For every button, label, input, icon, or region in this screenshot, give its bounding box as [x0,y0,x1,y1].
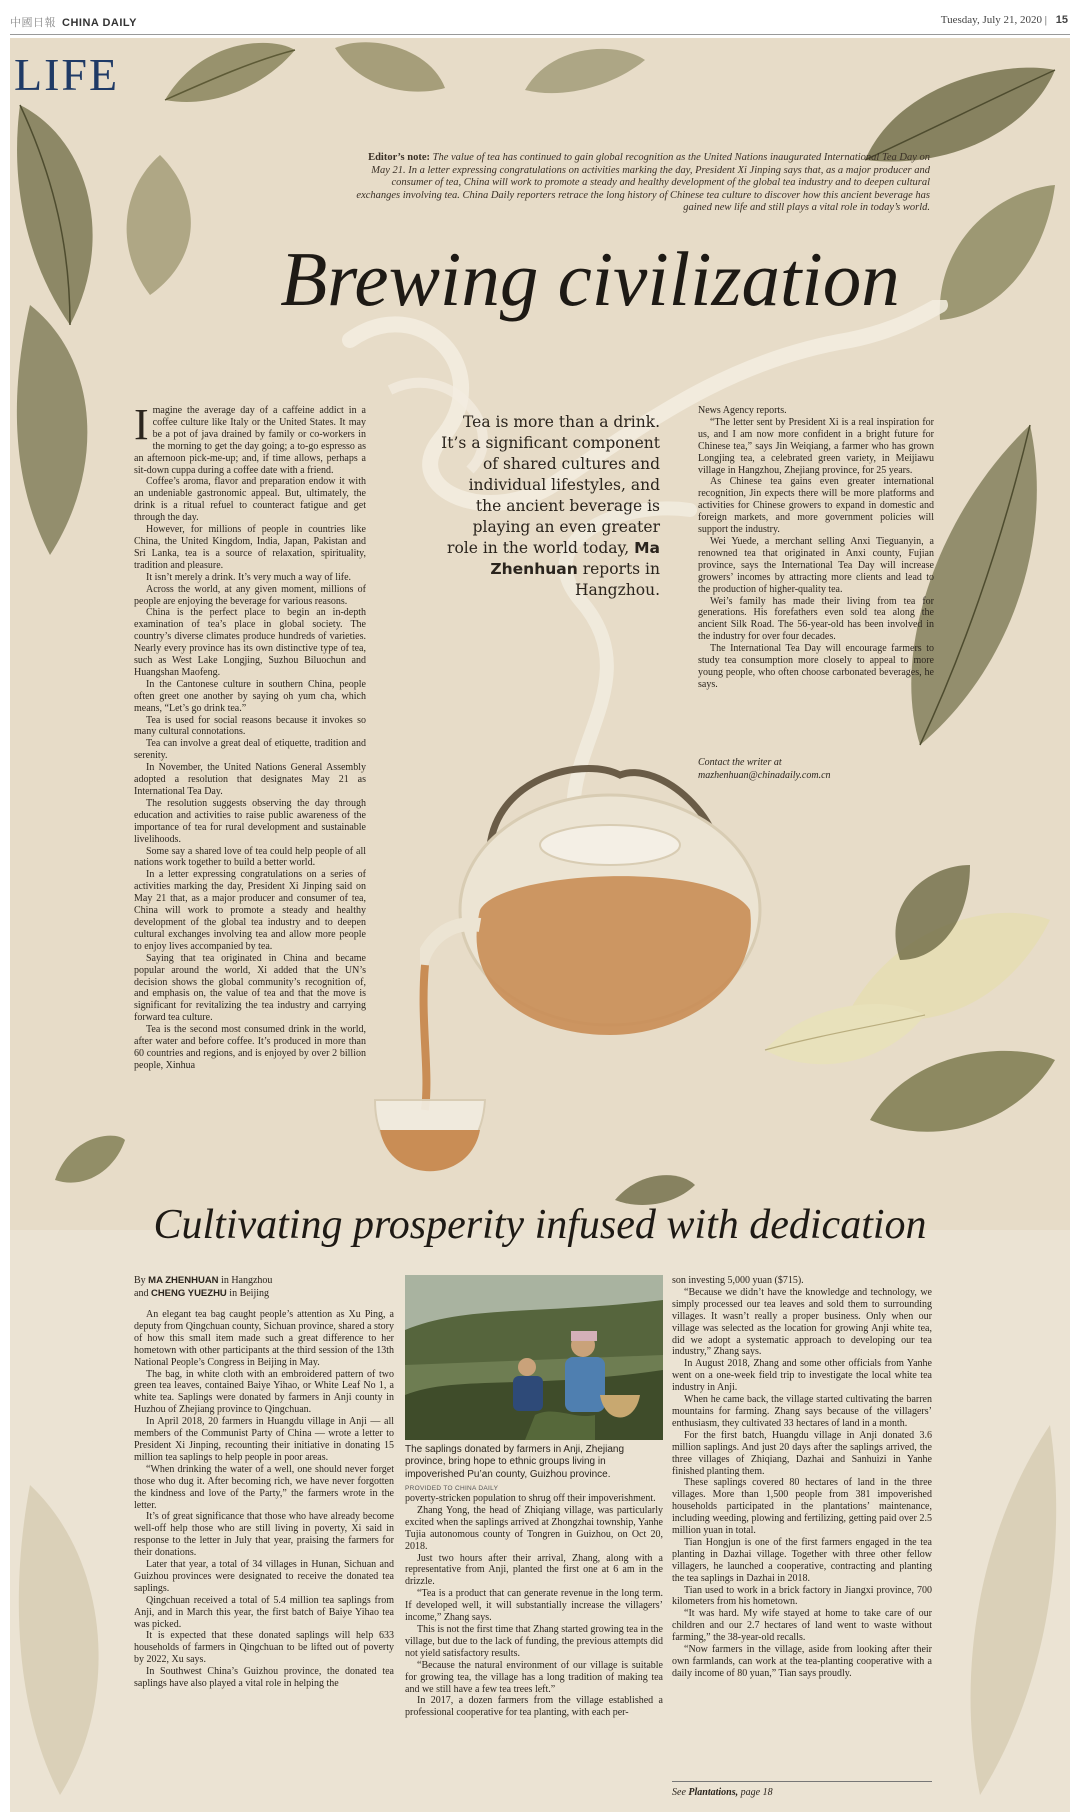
byline: By MA ZHENHUAN in Hangzhou and CHENG YUEZHU in Beijing [134,1275,273,1299]
jump-rule [672,1781,932,1782]
dateline: Tuesday, July 21, 2020 | 15 [940,14,1068,26]
article2-paragraph: “Because the natural environment of our village is suitable for growing tea, the village has a long tradition of making tea and we still have a few tea trees left.” [405,1659,663,1695]
secondary-headline: Cultivating prosperity infused with dedication [153,1202,927,1248]
article1-paragraph: In the Cantonese culture in southern China, people often greet one another by saying oh yum cha, which means, “Let’s go drink tea.” [134,678,366,714]
article1-paragraph: The International Tea Day will encourage farmers to study tea consumption more closely to appeal to more young people, who often choose carbonated beverages, he says. [698,643,934,690]
article2-paragraph: “When drinking the water of a well, one should never forget those who dug it. After becoming rich, we have never forgotten the kindness and love of the Party,” the farmers wrote in the letter. [134,1463,394,1511]
tea-farmers-photo [405,1275,663,1440]
article2-paragraph: It’s of great significance that those who have already become well-off help those who are still living in poverty, Xi said in response to the letter in July that year, praising the farmers for their donations. [134,1511,394,1559]
tea-leaf-icon [330,38,450,98]
article2-paragraph: Tian Hongjun is one of the first farmers engaged in the tea planting in Dazhai village. Together with three other fellow villagers, he launched a cooperative, contracting and planting the tea saplings in Dazhai in 2018. [672,1536,932,1584]
pull-quote-tail: reports in Hangzhou. [574,560,660,599]
article1-paragraph: Coffee’s aroma, flavor and preparation endow it with an undeniable gastronomic appeal. But, ultimately, the drink is a ritual refuel to counteract fatigue and get through the day. [134,476,366,524]
article1-paragraph: News Agency reports. [698,405,787,416]
contact-writer [698,756,948,782]
article2-paragraph: It is expected that these donated saplings will help 633 households of farmers in Qingchuan to be lifted out of poverty by 2022, Xu says. [134,1630,394,1666]
article2-column-3 [672,1275,932,1680]
masthead-name: CHINA DAILY [62,17,137,29]
tea-leaf-icon [950,1420,1070,1800]
article2-column-1 [134,1309,394,1690]
article2-paragraph: Just two hours after their arrival, Zhang, along with a representative from Anji, planted the first one at 6 am in the drizzle. [405,1552,663,1588]
article1-paragraph: The resolution suggests observing the day through education and activities to raise public awareness of the importance of tea for rural development and sustainable livelihoods. [134,797,366,845]
article1-paragraph: Saying that tea originated in China and became popular around the world, Xi added that the UN’s decision shows the global community’s recognition of, and emphasis on, the value of tea and that the move is significant for revitalizing the tea industry and carrying forward tea culture. [134,952,366,1024]
article1-paragraph: Tea is the second most consumed drink in the world, after water and before coffee. It’s produced in more than 60 countries and regions, and is enjoyed by over 2 billion people, Xinhua [134,1024,366,1071]
tea-leaf-icon [10,100,120,330]
article1-paragraph: Some say a shared love of tea could help people of all nations work together to build a better world. [134,845,366,869]
article2-paragraph: This is not the first time that Zhang started growing tea in the village, but due to the lack of funding, the previous attempts did not yield satisfactory results. [405,1623,663,1659]
article1-paragraph: It isn’t merely a drink. It’s very much a way of life. [146,571,352,583]
pull-quote-author: Ma Zhenhuan [490,539,660,578]
article2-paragraph: When he came back, the village started cultivating the barren mountains for farming. Zhang says because of the villagers’ enthusiasm, they cultivated 33 hectares of land in a month. [672,1394,932,1429]
article1-paragraph: Wei Yuede, a merchant selling Anxi Tieguanyin, a renowned tea that originated in Anxi county, Fujian province, says the International Tea Day will increase growers’ incomes by attracting more clients and lead to the production of higher-quality tea. [698,535,934,595]
tea-stream-illustration [370,960,500,1200]
author-name: MA ZHENHUAN [148,1275,219,1286]
article1-paragraph: In November, the United Nations General Assembly adopted a resolution that designates May 21 as International Tea Day. [134,762,366,797]
masthead [10,14,137,30]
tea-leaf-icon [520,40,650,100]
photo-caption: The saplings donated by farmers in Anji, Zhejiang province, bring hope to ethnic groups living in impoverished Pu’an county, Guizhou province. [405,1444,625,1480]
article2-paragraph: “It was hard. My wife stayed at home to take care of our children and our 2.7 hectares of land went to waste without farming,” the 38-year-old recalls. [672,1608,932,1644]
masthead-chinese: 中國日報 [10,17,56,29]
article2-paragraph: These saplings covered 80 hectares of land in the three villages. More than 1,500 people from 381 impoverished households participated in the plantations’ maintenance, including weeding, plowing and fertilizing, getting paid over 2.5 million yuan in total. [672,1477,932,1537]
article2-paragraph: Later that year, a total of 34 villages in Hunan, Sichuan and Guizhou provinces were designated to receive the donated tea saplings. [134,1559,394,1594]
editors-note-label: Editor’s note: [368,152,431,163]
article1-paragraph: “The letter sent by President Xi is a real inspiration for us, and I am now more confident in a bright future for Chinese tea,” says Jin Weiqiang, a farmer who has grown Longjing tea, a celebrated green variety, in Meijiawu village in Hangzhou, Zhejiang province, for 25 years. [698,416,934,476]
article2-paragraph: “Now farmers in the village, aside from looking after their own farmlands, can work at the tea-planting cooperative with a daily income of 80 yuan,” Tian says proudly. [672,1644,932,1679]
article2-column-2 [405,1493,663,1719]
article2-paragraph: son investing 5,000 yuan ($715). [672,1275,804,1286]
tea-leaf-icon [10,1480,130,1800]
article2-paragraph: Zhang Yong, the head of Zhiqiang village, was particularly excited when the saplings arrived at Zhongzhai township, Yanhe Tujia autonomous county of Tongren in Guizhou, on Oct 20, 2018. [405,1504,663,1552]
tea-leaf-icon [110,150,210,300]
article2-paragraph: In 2017, a dozen farmers from the village established a professional cooperative for tea planting, with each per- [405,1695,663,1719]
article2-paragraph: The bag, in white cloth with an embroidered pattern of two green tea leaves, contained Baiye Yihao, or White Leaf No 1, a white tea. Saplings were donated by farmers in Anji county in Huzhou of Zhejiang province to Qingchuan. [134,1368,394,1416]
page-header [0,0,1080,38]
article1-paragraph: Tea can involve a great deal of etiquette, tradition and serenity. [134,738,366,762]
article1-paragraph: Wei’s family has made their living from tea for generations. His forefathers even sold tea along the ancient Silk Road. The 56-year-old has been involved in the industry for over four decades. [698,595,934,643]
author-name: CHENG YUEZHU [150,1287,227,1299]
editors-note-text: The value of tea has continued to gain global recognition as the United Nations inaugurated International Tea Day on May 21. In a letter expressing congratulations on activities marking the day, President Xi Jinping says that, as a major producer and consumer of tea, China will work to promote a steady and healthy development of the global tea industry and to deepen cultural exchanges involving tea. China Daily reporters retrace the long history of Chinese tea culture to discover how this ancient beverage has gained new life and still plays a vital role in today’s world. [356,152,930,214]
pull-quote [440,412,660,601]
article1-paragraph: However, for millions of people in countries like China, the United Kingdom, India, Japan, Pakistan and Sri Lanka, tea is a source of relaxation, spirituality, tradition and pleasure. [134,524,366,571]
photo-credit: PROVIDED TO CHINA DAILY [405,1485,499,1492]
article2-paragraph: For the first batch, Huangdu village in Anji donated 3.6 million saplings. And just 20 days after the saplings arrived, the three villages of Zhiqiang, Dazhai and Sanhuizi in Yanhe finished planting them. [672,1429,932,1477]
article1-paragraph: Imagine the average day of a caffeine addict in a coffee culture like Italy or the United States. It may be a pot of java drained by family or co-workers in the morning to get the day going; a to-go espresso as an afternoon pick-me-up; and, if time allows, perhaps a sit-down cuppa during a coffee date with a friend. [134,400,366,476]
article1-paragraph: China is the perfect place to begin an in-depth examination of tea’s place in global society. The country’s diverse climates produce hundreds of varieties. Nearly every province has its own distinctive type of tea, such as West Lake Longjing, Suzhou Biluochun and Huangshan Maofeng. [134,607,366,678]
article1-left-column [134,400,366,1072]
article2-paragraph: poverty-stricken population to shrug off their impoverishment. [405,1493,656,1504]
article2-paragraph: Qingchuan received a total of 5.4 million tea saplings from Anji, and in March this year, the first batch of Baiye Yihao tea was picked. [134,1594,394,1630]
article1-paragraph: Tea is used for social reasons because it invokes so many cultural connotations. [134,714,366,738]
main-headline: Brewing civilization [280,236,900,322]
article2-paragraph: An elegant tea bag caught people’s attention as Xu Ping, a deputy from Qingchuan county, Sichuan province, shared a story of how this small item made such a great difference to her hometown with other participants at the third session of the 13th National People’s Congress in Beijing in May. [134,1309,394,1368]
continued-on-link[interactable]: See Plantations, page 18 [672,1787,773,1798]
header-rule [10,34,1070,35]
article1-paragraph: In a letter expressing congratulations on a series of activities marking the day, President Xi Jinping said on May 21 that, as a major producer and consumer of tea, China will work to promote a steady and healthy development of the global tea industry and to deepen cultural exchanges involving tea and allow more people to enjoy lives accompanied by tea. [134,869,366,952]
tea-leaf-icon [50,1130,130,1190]
article1-right-column [698,405,934,691]
drop-cap: I [134,400,149,449]
article2-paragraph: In August 2018, Zhang and some other officials from Yanhe went on a one-week field trip to investigate the local white tea industry in Anji. [672,1358,932,1394]
article2-paragraph: In April 2018, 20 farmers in Huangdu village in Anji — all members of the Communist Party of China — wrote a letter to President Xi Jinping, recounting their initiative in donating 15 million tea saplings to help people in poor areas. [134,1416,394,1463]
article2-paragraph: “Tea is a product that can generate revenue in the long term. If developed well, it will substantially increase the villagers’ income,” Zhang says. [405,1588,663,1624]
tea-leaf-icon [160,40,300,110]
contact-label: Contact the writer at [698,757,782,768]
article2-paragraph: In Southwest China’s Guizhou province, the donated tea saplings have also played a vital role in helping the [134,1666,394,1690]
section-title: LIFE [14,49,120,100]
article2-paragraph: “Because we didn’t have the knowledge and technology, we simply processed our tea leaves and sold them to surrounding villages. It wasn’t really a proper business. Only when our village was selected as the location for growing Anji white tea, did we adopt a systematic approach to developing our tea industry,” Zhang says. [672,1286,932,1358]
contact-email[interactable]: mazhenhuan@chinadaily.com.cn [698,770,831,781]
tea-leaf-icon [10,300,110,560]
article1-paragraph: As Chinese tea gains even greater international recognition, Jin expects there will be more platforms and activities for Chinese growers to expand in domestic and foreign markets, and more government policies will support the industry. [698,476,934,536]
pull-quote-text: Tea is more than a drink. It’s a significant component of shared cultures and individual lifestyles, and the ancient beverage is playing an even greater role in the world today, [441,413,660,557]
issue-date: Tuesday, July 21, 2020 [940,14,1043,26]
article1-paragraph: Across the world, at any given moment, millions of people are enjoying the beverage for various reasons. [134,583,366,607]
editors-note [350,152,930,215]
article2-paragraph: Tian used to work in a brick factory in Jiangxi province, 700 kilometers from his hometown. [672,1584,932,1608]
page-number: 15 [1055,14,1068,26]
